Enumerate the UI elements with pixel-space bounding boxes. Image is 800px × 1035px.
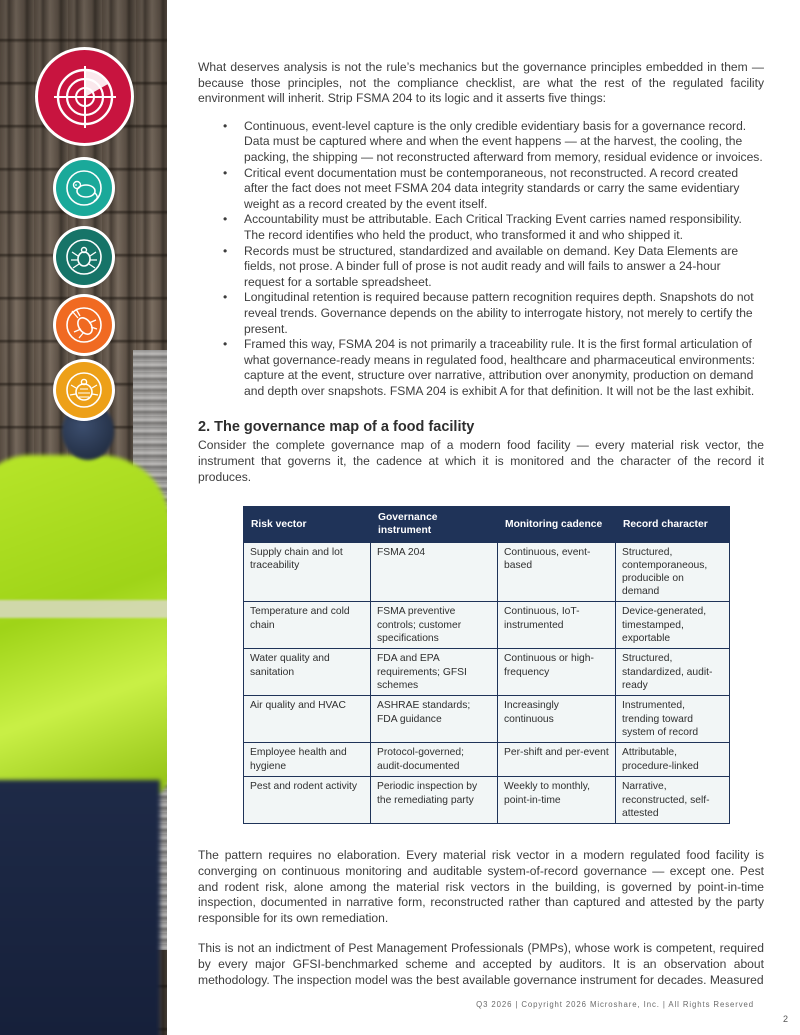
table-cell: Water quality and sanitation [244,649,371,696]
table-cell: Supply chain and lot traceability [244,542,371,602]
table-cell: Air quality and HVAC [244,696,371,743]
governance-table [243,506,729,824]
table-cell: Attributable, procedure-linked [616,743,730,777]
column-header: Record character [616,507,730,542]
table-header-row [244,507,730,542]
column-header: Risk vector [244,507,371,542]
pattern-paragraph: The pattern requires no elaboration. Every material risk vector in a modern regulated food facility is converging on continuous monitoring and auditable system-of-record governance — except one. Pest and rodent risk, alone among the material risk vectors in the building, is governed by point-in-time inspection, documented in narrative form, reconstructed rather than captured and attested by the party responsible for its own remediation. [198,848,764,925]
intro-paragraph: What deserves analysis is not the rule’s mechanics but the governance principles embedded in them — because those principles, not the compliance checklist, are what the rest of the regulated facility environment will inherit. Strip FSMA 204 to its logic and it asserts five things: [198,60,764,106]
list-item: • Framed this way, FSMA 204 is not primarily a traceability rule. It is the first formal articulation of what governance-ready means in regulated food, healthcare and pharmaceutical environments: capture at the event, structure over narrative, attribution over anonymity, production on demand and depth over snapshots. FSMA 204 is exhibit A for that definition. It will not be the last exhibit. [198,337,764,399]
table-cell: Increasingly continuous [498,696,616,743]
table-cell: Continuous or high-frequency [498,649,616,696]
table-cell: Temperature and cold chain [244,602,371,649]
table-cell: FSMA 204 [371,542,498,602]
target-radar-icon [38,50,131,143]
table-row [244,602,730,649]
table-cell: Narrative, reconstructed, self-attested [616,777,730,824]
warehouse-photo [0,0,167,1035]
closing-text [198,848,764,988]
table-cell: Weekly to monthly, point-in-time [498,777,616,824]
page-number: 2 [782,1014,788,1024]
main-content [198,60,764,988]
page-footer: Q3 2026 | Copyright 2026 Microshare, Inc. | All Rights Reserved [476,1000,754,1009]
table-cell: Instrumented, trending toward system of record [616,696,730,743]
list-item: • Critical event documentation must be contemporaneous, not reconstructed. A record created after the fact does not meet FSMA 204 data integrity standards or carry the same evidentiary weight as a record created by the event itself. [198,166,764,213]
table-cell: Protocol-governed; audit-documented [371,743,498,777]
table-cell: FDA and EPA requirements; GFSI schemes [371,649,498,696]
table-row [244,777,730,824]
tick-icon [56,229,112,285]
list-item: • Records must be structured, standardized and available on demand. Key Data Elements are fields, not prose. A binder full of prose is not audit ready and will fails to answer a 24-hour request for a sortable spreadsheet. [198,244,764,291]
table-row [244,649,730,696]
cockroach-icon [56,297,112,353]
table-cell: Structured, contemporaneous, producible on demand [616,542,730,602]
rat-icon [56,160,112,216]
table-cell: FSMA preventive controls; customer specifications [371,602,498,649]
table-cell: Per-shift and per-event [498,743,616,777]
table-row [244,542,730,602]
table-cell: Employee health and hygiene [244,743,371,777]
table-cell: ASHRAE standards; FDA guidance [371,696,498,743]
list-item: • Longitudinal retention is required because pattern recognition requires depth. Snapshots do not reveal trends. Governance depends on the ability to interrogate history, not merely to certify the present. [198,290,764,337]
column-header: Governance instrument [371,507,498,542]
table-cell: Periodic inspection by the remediating party [371,777,498,824]
table-cell: Continuous, IoT-instrumented [498,602,616,649]
table-row [244,743,730,777]
table-row [244,696,730,743]
list-item: • Continuous, event-level capture is the only credible evidentiary basis for a governance record. Data must be captured where and when the event happens — at the harvest, the cooling, the packing, the shipping — not reconstructed afterward from memory, residual evidence or invoices. [198,119,764,166]
bedbug-icon [56,362,112,418]
indictment-paragraph: This is not an indictment of Pest Management Professionals (PMPs), whose work is competent, required by every major GFSI-benchmarked scheme and accepted by auditors. It is an observation about methodology. The inspection model was the best available governance instrument for decades. Measured [198,941,764,987]
column-header: Monitoring cadence [498,507,616,542]
list-item: • Accountability must be attributable. Each Critical Tracking Event carries named responsibility. The record identifies who held the product, who transformed it and who shipped it. [198,212,764,243]
principles-list [198,119,764,400]
table-cell: Structured, standardized, audit-ready [616,649,730,696]
table-cell: Continuous, event-based [498,542,616,602]
section-heading: 2. The governance map of a food facility [198,419,475,436]
table-cell: Pest and rodent activity [244,777,371,824]
section-intro-paragraph: Consider the complete governance map of a modern food facility — every material risk vector, the instrument that governs it, the cadence at which it is monitored and the character of the record it produces. [198,438,764,484]
table-cell: Device-generated, timestamped, exportable [616,602,730,649]
